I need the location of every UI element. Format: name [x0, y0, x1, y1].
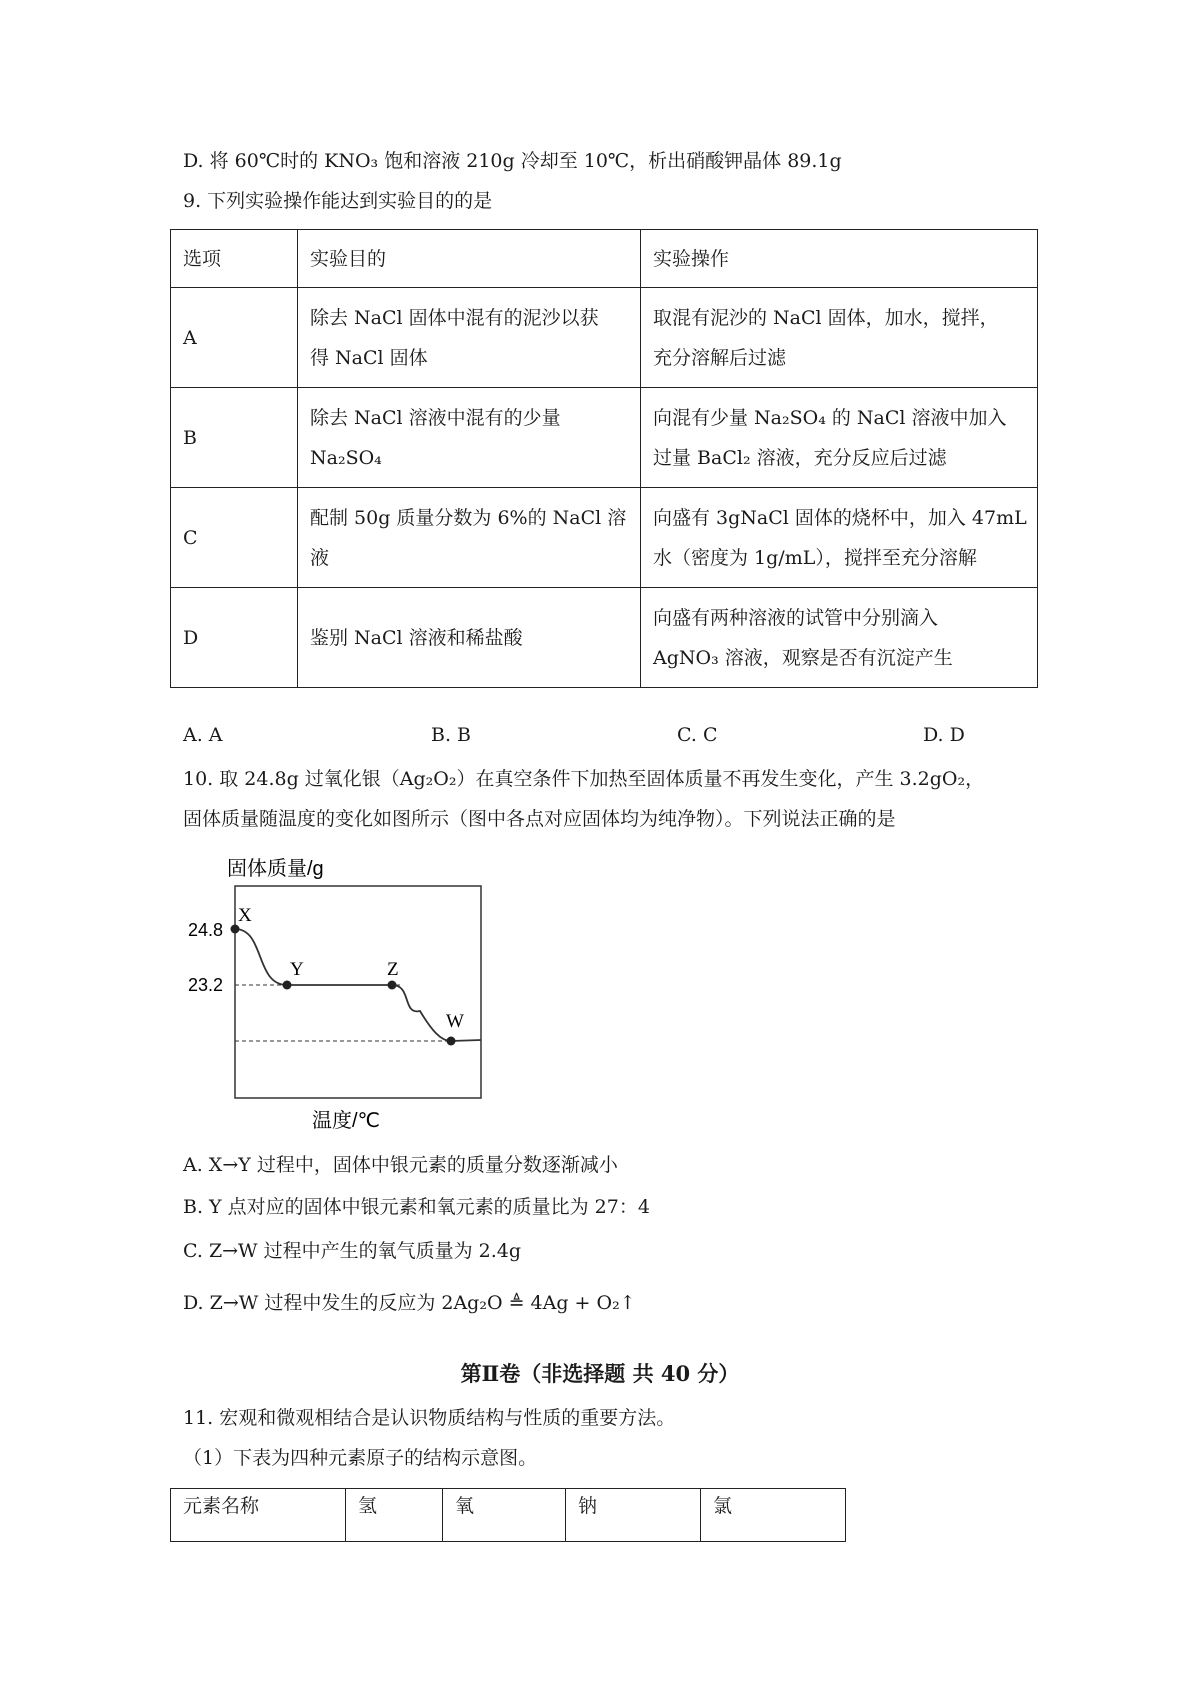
q10-stem-line1: 10. 取 24.8g 过氧化银（Ag₂O₂）在真空条件下加热至固体质量不再发生变化，产生 3.2gO₂，	[183, 768, 985, 790]
q9-table	[170, 229, 1038, 688]
q10-option-b: B. Y 点对应的固体中银元素和氧元素的质量比为 27：4	[183, 1196, 650, 1218]
goal-line: 配制 50g 质量分数为 6%的 NaCl 溶	[310, 506, 627, 529]
row-operation	[641, 288, 1038, 388]
q9-option-d: D. D	[923, 724, 965, 746]
section-title: 第Ⅱ卷（非选择题 共 40 分）	[460, 1361, 740, 1386]
goal-line: 除去 NaCl 溶液中混有的少量	[310, 406, 561, 429]
table-header-row	[171, 230, 1038, 288]
y-tick-label: 24.8	[188, 920, 224, 940]
goal-line: 得 NaCl 固体	[310, 346, 428, 369]
row-option: B	[171, 388, 298, 488]
operation-line: 取混有泥沙的 NaCl 固体，加水，搅拌，	[653, 306, 999, 329]
point-z	[388, 981, 397, 990]
mass-temperature-chart	[172, 855, 492, 1135]
row-goal	[298, 388, 641, 488]
point-y	[283, 981, 292, 990]
q9-options	[183, 724, 983, 750]
operation-line: AgNO₃ 溶液，观察是否有沉淀产生	[653, 646, 953, 669]
row-option: D	[171, 588, 298, 688]
row-option: A	[171, 288, 298, 388]
row-operation	[641, 488, 1038, 588]
point-label-w: W	[446, 1011, 464, 1032]
x-axis-label: 温度/℃	[312, 1110, 381, 1132]
element-name-header: 元素名称	[171, 1489, 346, 1542]
y-axis-label: 固体质量/g	[227, 858, 324, 880]
operation-line: 水（密度为 1g/mL），搅拌至充分溶解	[653, 546, 977, 569]
header-operation: 实验操作	[641, 230, 1038, 288]
table-row	[171, 588, 1038, 688]
q10-option-c: C. Z→W 过程中产生的氧气质量为 2.4g	[183, 1240, 522, 1262]
table-row	[171, 1489, 846, 1542]
q10-stem-line2: 固体质量随温度的变化如图所示（图中各点对应固体均为纯净物）。下列说法正确的是	[183, 808, 896, 830]
q10-option-a: A. X→Y 过程中，固体中银元素的质量分数逐渐减小	[183, 1154, 618, 1176]
table-row	[171, 388, 1038, 488]
operation-line: 向混有少量 Na₂SO₄ 的 NaCl 溶液中加入	[653, 406, 1007, 429]
table-row	[171, 288, 1038, 388]
q11-sub1: （1）下表为四种元素原子的结构示意图。	[183, 1447, 538, 1469]
goal-line: Na₂SO₄	[310, 446, 382, 469]
header-option: 选项	[171, 230, 298, 288]
row-option: C	[171, 488, 298, 588]
q9-option-a: A. A	[183, 724, 223, 746]
goal-line: 鉴别 NaCl 溶液和稀盐酸	[310, 626, 523, 649]
header-goal: 实验目的	[298, 230, 641, 288]
point-label-y: Y	[290, 959, 304, 980]
goal-line: 液	[310, 546, 330, 569]
plot-frame	[235, 886, 481, 1098]
row-goal	[298, 288, 641, 388]
q9-option-c: C. C	[677, 724, 718, 746]
point-label-z: Z	[387, 959, 399, 980]
q8-option-d: D. 将 60℃时的 KNO₃ 饱和溶液 210g 冷却至 10℃，析出硝酸钾晶体 89.1g	[183, 150, 842, 172]
y-tick-label: 23.2	[188, 975, 224, 995]
row-operation	[641, 588, 1038, 688]
operation-line: 充分溶解后过滤	[653, 346, 787, 369]
q11-stem: 11. 宏观和微观相结合是认识物质结构与性质的重要方法。	[183, 1407, 676, 1429]
table-row	[171, 488, 1038, 588]
q10-option-d: D. Z→W 过程中发生的反应为 2Ag₂O ≜ 4Ag + O₂↑	[183, 1292, 636, 1314]
row-goal	[298, 588, 641, 688]
row-operation	[641, 388, 1038, 488]
element-oxygen: 氧	[443, 1489, 566, 1542]
point-w	[447, 1037, 456, 1046]
goal-line: 除去 NaCl 固体中混有的泥沙以获	[310, 306, 599, 329]
element-chlorine: 氯	[701, 1489, 846, 1542]
operation-line: 向盛有两种溶液的试管中分别滴入	[653, 606, 939, 629]
row-goal	[298, 488, 641, 588]
element-sodium: 钠	[566, 1489, 701, 1542]
q9-option-b: B. B	[431, 724, 472, 746]
element-table	[170, 1488, 846, 1542]
point-label-x: X	[238, 905, 252, 926]
q9-stem: 9. 下列实验操作能达到实验目的的是	[183, 190, 493, 212]
element-hydrogen: 氢	[346, 1489, 443, 1542]
operation-line: 过量 BaCl₂ 溶液，充分反应后过滤	[653, 446, 947, 469]
operation-line: 向盛有 3gNaCl 固体的烧杯中，加入 47mL	[653, 506, 1027, 529]
